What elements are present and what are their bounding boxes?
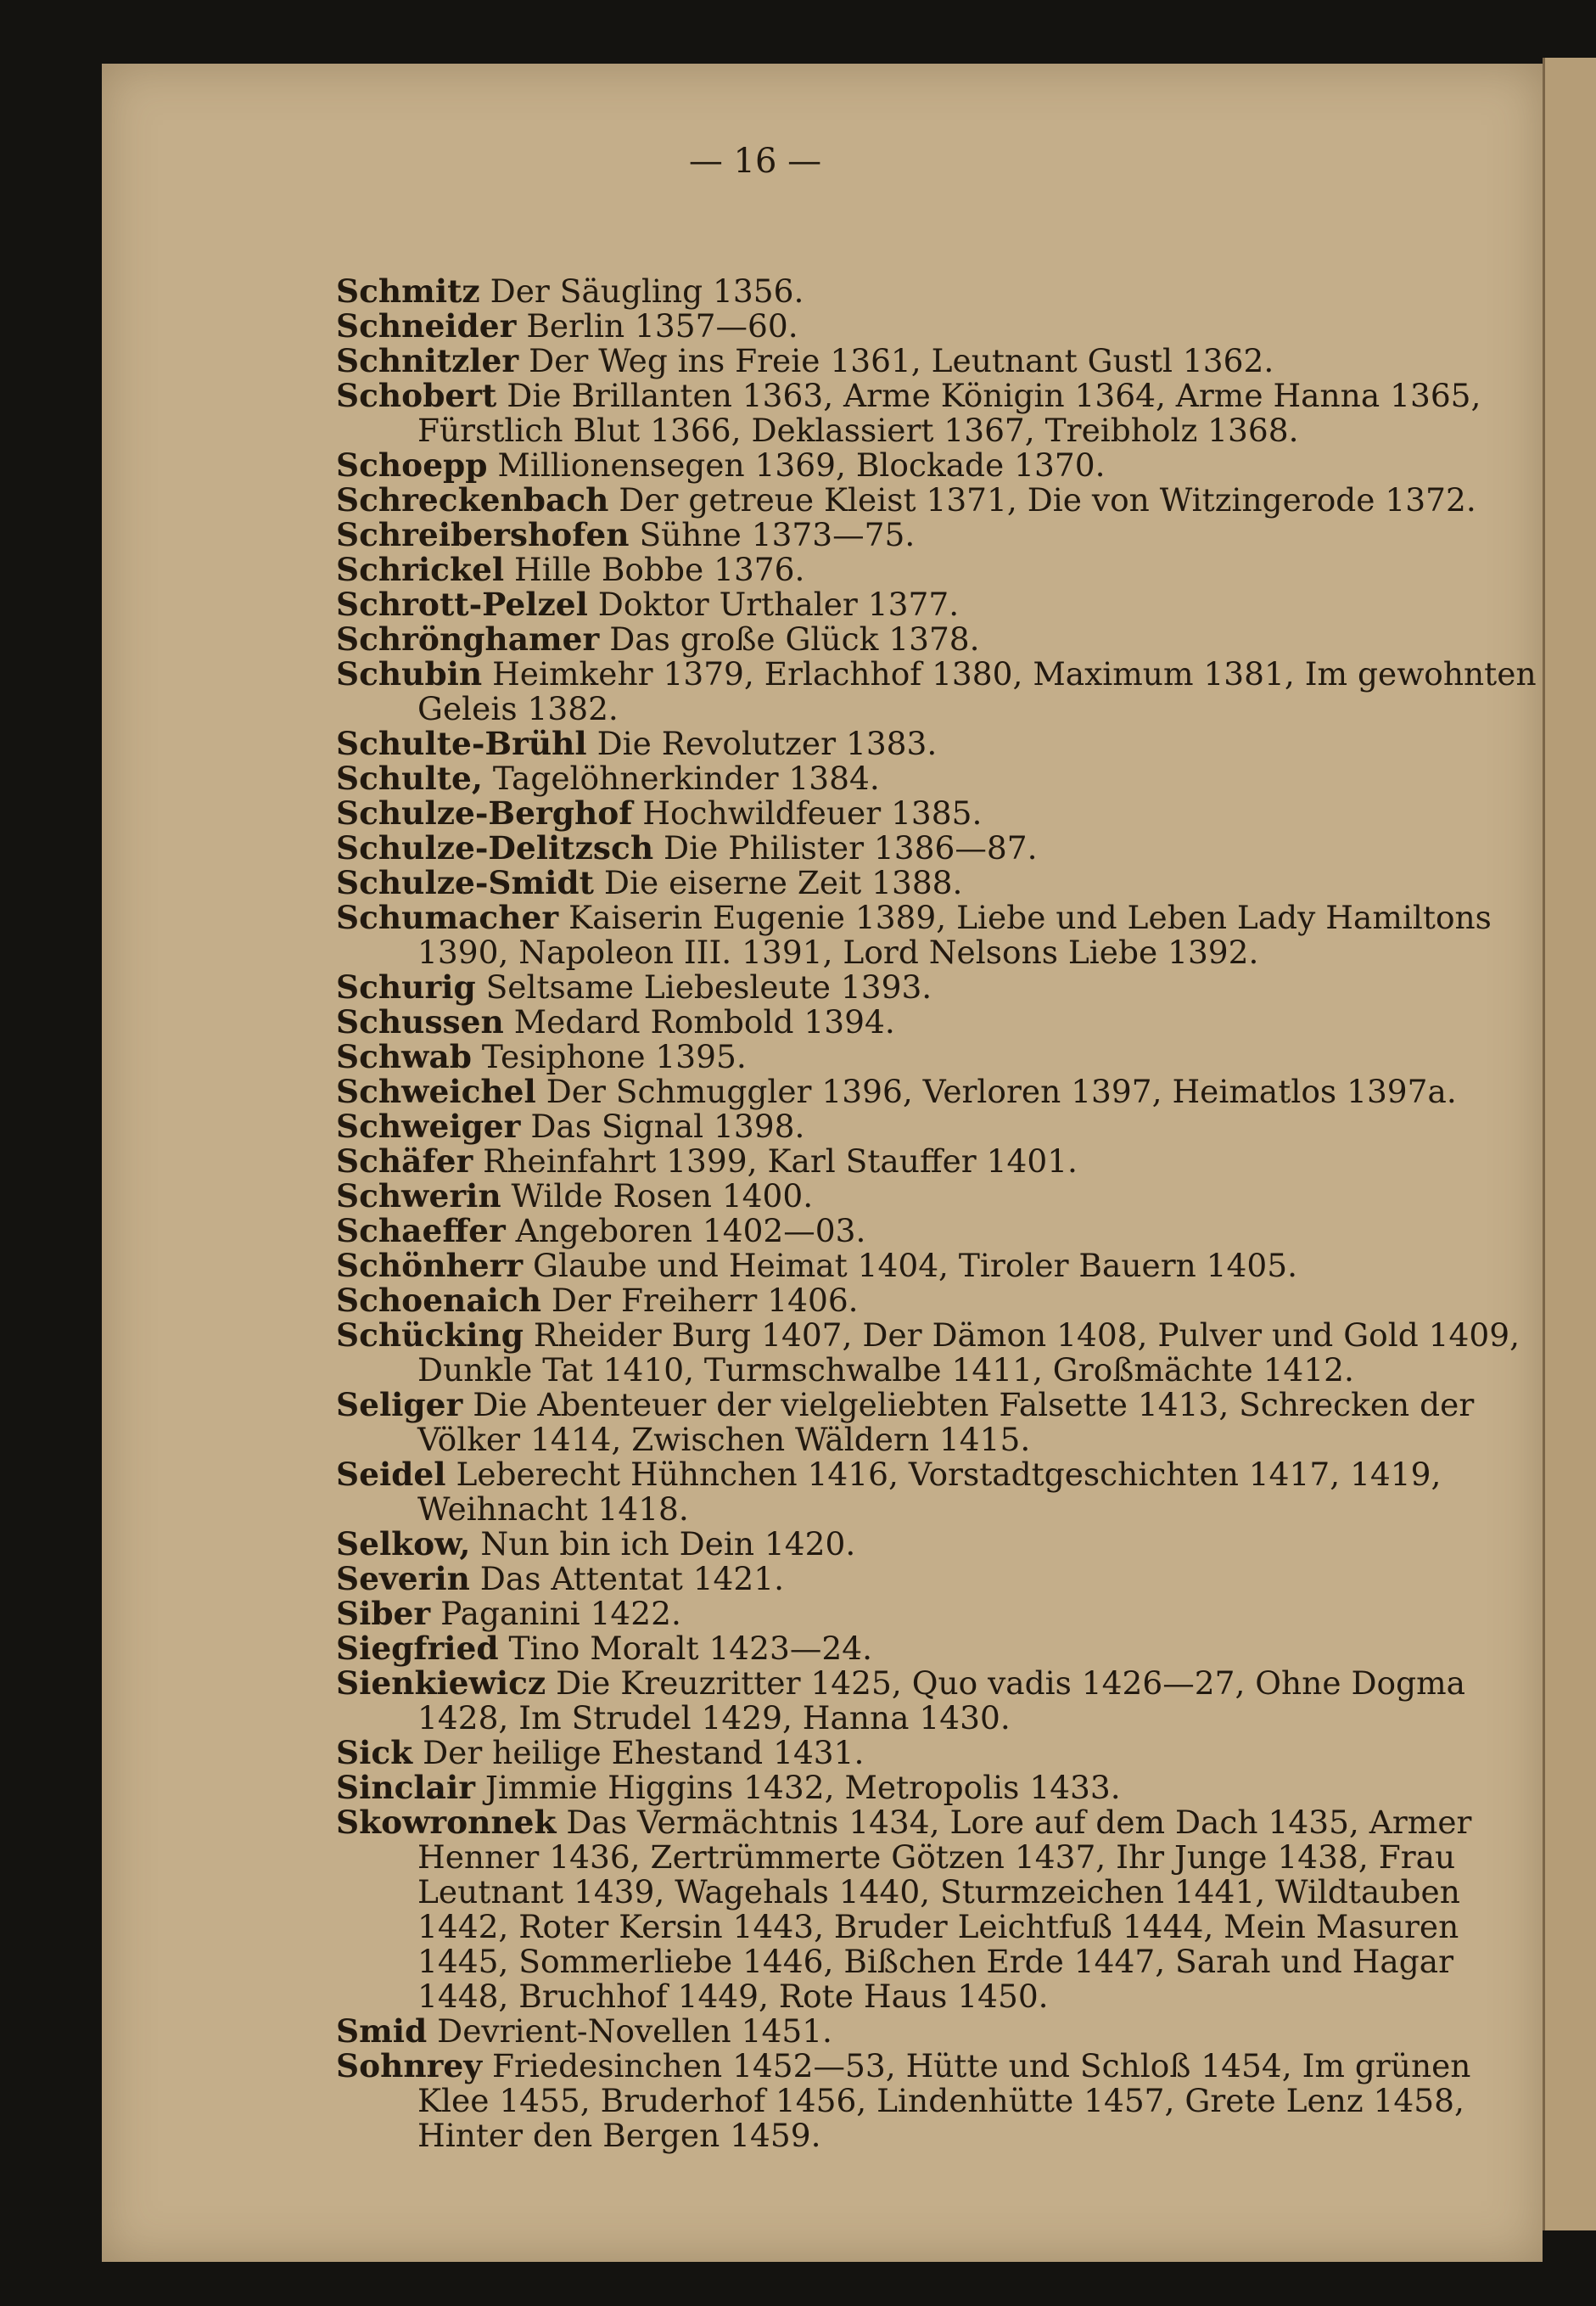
- works-list: Die Abenteuer der vielgeliebten Falsette 1413, Schrecken der Völker 1414, Zwischen Wäldern 1415.: [417, 1386, 1475, 1458]
- index-entry: [336, 796, 1541, 831]
- author-name: Sick: [336, 1734, 413, 1771]
- author-name: Sienkiewicz: [336, 1664, 546, 1702]
- works-list: Hille Bobbe 1376.: [514, 551, 805, 588]
- index-entry: [336, 761, 1541, 796]
- works-list: Hochwildfeuer 1385.: [642, 794, 983, 832]
- index-entry: [336, 1666, 1541, 1736]
- author-name: Schubin: [336, 655, 483, 693]
- works-list: Rheider Burg 1407, Der Dämon 1408, Pulver und Gold 1409, Dunkle Tat 1410, Turmschwalbe 1411, Großmächte 1412.: [417, 1316, 1520, 1389]
- index-entry: [336, 1457, 1541, 1527]
- author-name: Schaeffer: [336, 1212, 506, 1249]
- works-list: Friedesinchen 1452—53, Hütte und Schloß 1454, Im grünen Klee 1455, Bruderhof 1456, Lindenhütte 1457, Grete Lenz 1458, Hinter den Bergen 1459.: [417, 2047, 1471, 2154]
- index-entry: [336, 1040, 1541, 1074]
- index-entry: [336, 309, 1541, 344]
- works-list: Paganini 1422.: [440, 1595, 681, 1632]
- works-list: Der Säugling 1356.: [490, 272, 804, 310]
- author-name: Schumacher: [336, 899, 559, 936]
- works-list: Tesiphone 1395.: [481, 1038, 747, 1075]
- author-name: Schulze-Smidt: [336, 864, 594, 901]
- index-entry: [336, 1179, 1541, 1214]
- works-list: Wilde Rosen 1400.: [511, 1177, 814, 1215]
- works-list: Der Weg ins Freie 1361, Leutnant Gustl 1362.: [529, 342, 1274, 379]
- author-name: Schwerin: [336, 1177, 501, 1215]
- index-entry: [336, 901, 1541, 970]
- author-name: Seliger: [336, 1386, 463, 1423]
- index-entry: [336, 587, 1541, 622]
- index-entry: [336, 866, 1541, 901]
- page-number: — 16 —: [688, 142, 822, 181]
- works-list: Leberecht Hühnchen 1416, Vorstadtgeschichten 1417, 1419, Weihnacht 1418.: [417, 1456, 1442, 1528]
- works-list: Der getreue Kleist 1371, Die von Witzingerode 1372.: [619, 481, 1476, 519]
- works-list: Angeboren 1402—03.: [515, 1212, 866, 1249]
- author-index-list: [336, 274, 1541, 2153]
- author-name: Schücking: [336, 1316, 524, 1354]
- page-edge: [1543, 58, 1596, 2230]
- author-name: Schmitz: [336, 272, 480, 310]
- index-entry: [336, 518, 1541, 553]
- author-name: Seidel: [336, 1456, 446, 1493]
- works-list: Kaiserin Eugenie 1389, Liebe und Leben Lady Hamiltons 1390, Napoleon III. 1391, Lord Nelsons Liebe 1392.: [417, 899, 1492, 971]
- author-name: Schoepp: [336, 446, 488, 484]
- author-name: Severin: [336, 1560, 470, 1597]
- author-name: Skowronnek: [336, 1804, 557, 1841]
- index-entry: [336, 1631, 1541, 1666]
- works-list: Medard Rombold 1394.: [513, 1003, 895, 1041]
- index-entry: [336, 1770, 1541, 1805]
- works-list: Der heilige Ehestand 1431.: [423, 1734, 865, 1771]
- index-entry: [336, 2014, 1541, 2049]
- book-page: [102, 64, 1543, 2262]
- author-name: Schnitzler: [336, 342, 519, 379]
- author-name: Schwab: [336, 1038, 472, 1075]
- index-entry: [336, 1736, 1541, 1770]
- index-entry: [336, 448, 1541, 483]
- author-name: Smid: [336, 2012, 428, 2050]
- index-entry: [336, 1596, 1541, 1631]
- author-name: Sinclair: [336, 1769, 475, 1806]
- index-entry: [336, 1388, 1541, 1457]
- works-list: Tagelöhnerkinder 1384.: [492, 760, 880, 797]
- index-entry: [336, 1805, 1541, 2014]
- index-entry: [336, 379, 1541, 448]
- works-list: Jimmie Higgins 1432, Metropolis 1433.: [484, 1769, 1121, 1806]
- author-name: Schrönghamer: [336, 620, 600, 658]
- works-list: Das Signal 1398.: [530, 1108, 805, 1145]
- author-name: Schreibershofen: [336, 516, 630, 553]
- author-name: Schoenaich: [336, 1282, 541, 1319]
- author-name: Schulze-Delitzsch: [336, 829, 654, 867]
- index-entry: [336, 2049, 1541, 2153]
- works-list: Die eiserne Zeit 1388.: [603, 864, 963, 901]
- author-name: Schreckenbach: [336, 481, 609, 519]
- works-list: Die Brillanten 1363, Arme Königin 1364, Arme Hanna 1365, Fürstlich Blut 1366, Deklassiert 1367, Treibholz 1368.: [417, 377, 1481, 449]
- author-name: Schäfer: [336, 1142, 473, 1180]
- works-list: Heimkehr 1379, Erlachhof 1380, Maximum 1381, Im gewohnten Geleis 1382.: [417, 655, 1537, 727]
- index-entry: [336, 1074, 1541, 1109]
- author-name: Schussen: [336, 1003, 504, 1041]
- works-list: Die Kreuzritter 1425, Quo vadis 1426—27, Ohne Dogma 1428, Im Strudel 1429, Hanna 1430.: [417, 1664, 1466, 1737]
- works-list: Berlin 1357—60.: [526, 307, 798, 345]
- works-list: Millionensegen 1369, Blockade 1370.: [497, 446, 1106, 484]
- author-name: Siber: [336, 1595, 431, 1632]
- index-entry: [336, 970, 1541, 1005]
- index-entry: [336, 553, 1541, 587]
- index-entry: [336, 1562, 1541, 1596]
- works-list: Sühne 1373—75.: [639, 516, 916, 553]
- index-entry: [336, 274, 1541, 309]
- index-entry: [336, 1527, 1541, 1562]
- works-list: Der Freiherr 1406.: [551, 1282, 859, 1319]
- author-name: Schurig: [336, 968, 476, 1006]
- works-list: Das Attentat 1421.: [479, 1560, 785, 1597]
- author-name: Schrott-Pelzel: [336, 586, 588, 623]
- author-name: Schweichel: [336, 1073, 536, 1110]
- index-entry: [336, 1005, 1541, 1040]
- index-entry: [336, 1318, 1541, 1388]
- author-name: Sohnrey: [336, 2047, 483, 2084]
- author-name: Schneider: [336, 307, 517, 345]
- author-name: Schweiger: [336, 1108, 521, 1145]
- works-list: Glaube und Heimat 1404, Tiroler Bauern 1405.: [533, 1247, 1298, 1284]
- author-name: Schobert: [336, 377, 497, 414]
- works-list: Der Schmuggler 1396, Verloren 1397, Heimatlos 1397a.: [546, 1073, 1457, 1110]
- index-entry: [336, 1109, 1541, 1144]
- author-name: Siegfried: [336, 1630, 499, 1667]
- works-list: Das Vermächtnis 1434, Lore auf dem Dach 1435, Armer Henner 1436, Zertrümmerte Götzen 1437, Ihr Junge 1438, Frau Leutnant 1439, Wagehals 1440, Sturmzeichen 1441, Wildtauben 1442, Roter Kersin 1443, Bruder Leichtfuß 1444, Mein Masuren 1445, Sommerliebe 1446, Bißchen Erde 1447, Sarah und Hagar 1448, Bruchhof 1449, Rote Haus 1450.: [417, 1804, 1472, 2015]
- works-list: Die Revolutzer 1383.: [596, 725, 938, 762]
- author-name: Schulte,: [336, 760, 483, 797]
- index-entry: [336, 831, 1541, 866]
- index-entry: [336, 1283, 1541, 1318]
- index-entry: [336, 1144, 1541, 1179]
- index-entry: [336, 727, 1541, 761]
- works-list: Nun bin ich Dein 1420.: [480, 1525, 856, 1563]
- index-entry: [336, 1214, 1541, 1248]
- works-list: Seltsame Liebesleute 1393.: [485, 968, 932, 1006]
- author-name: Schönherr: [336, 1247, 524, 1284]
- author-name: Selkow,: [336, 1525, 471, 1563]
- index-entry: [336, 622, 1541, 657]
- works-list: Das große Glück 1378.: [609, 620, 980, 658]
- works-list: Rheinfahrt 1399, Karl Stauffer 1401.: [483, 1142, 1078, 1180]
- author-name: Schulze-Berghof: [336, 794, 633, 832]
- works-list: Tino Moralt 1423—24.: [508, 1630, 873, 1667]
- index-entry: [336, 344, 1541, 379]
- index-entry: [336, 483, 1541, 518]
- works-list: Die Philister 1386—87.: [664, 829, 1038, 867]
- author-name: Schrickel: [336, 551, 505, 588]
- author-name: Schulte-Brühl: [336, 725, 587, 762]
- index-entry: [336, 657, 1541, 727]
- works-list: Doktor Urthaler 1377.: [597, 586, 960, 623]
- works-list: Devrient-Novellen 1451.: [437, 2012, 832, 2050]
- index-entry: [336, 1248, 1541, 1283]
